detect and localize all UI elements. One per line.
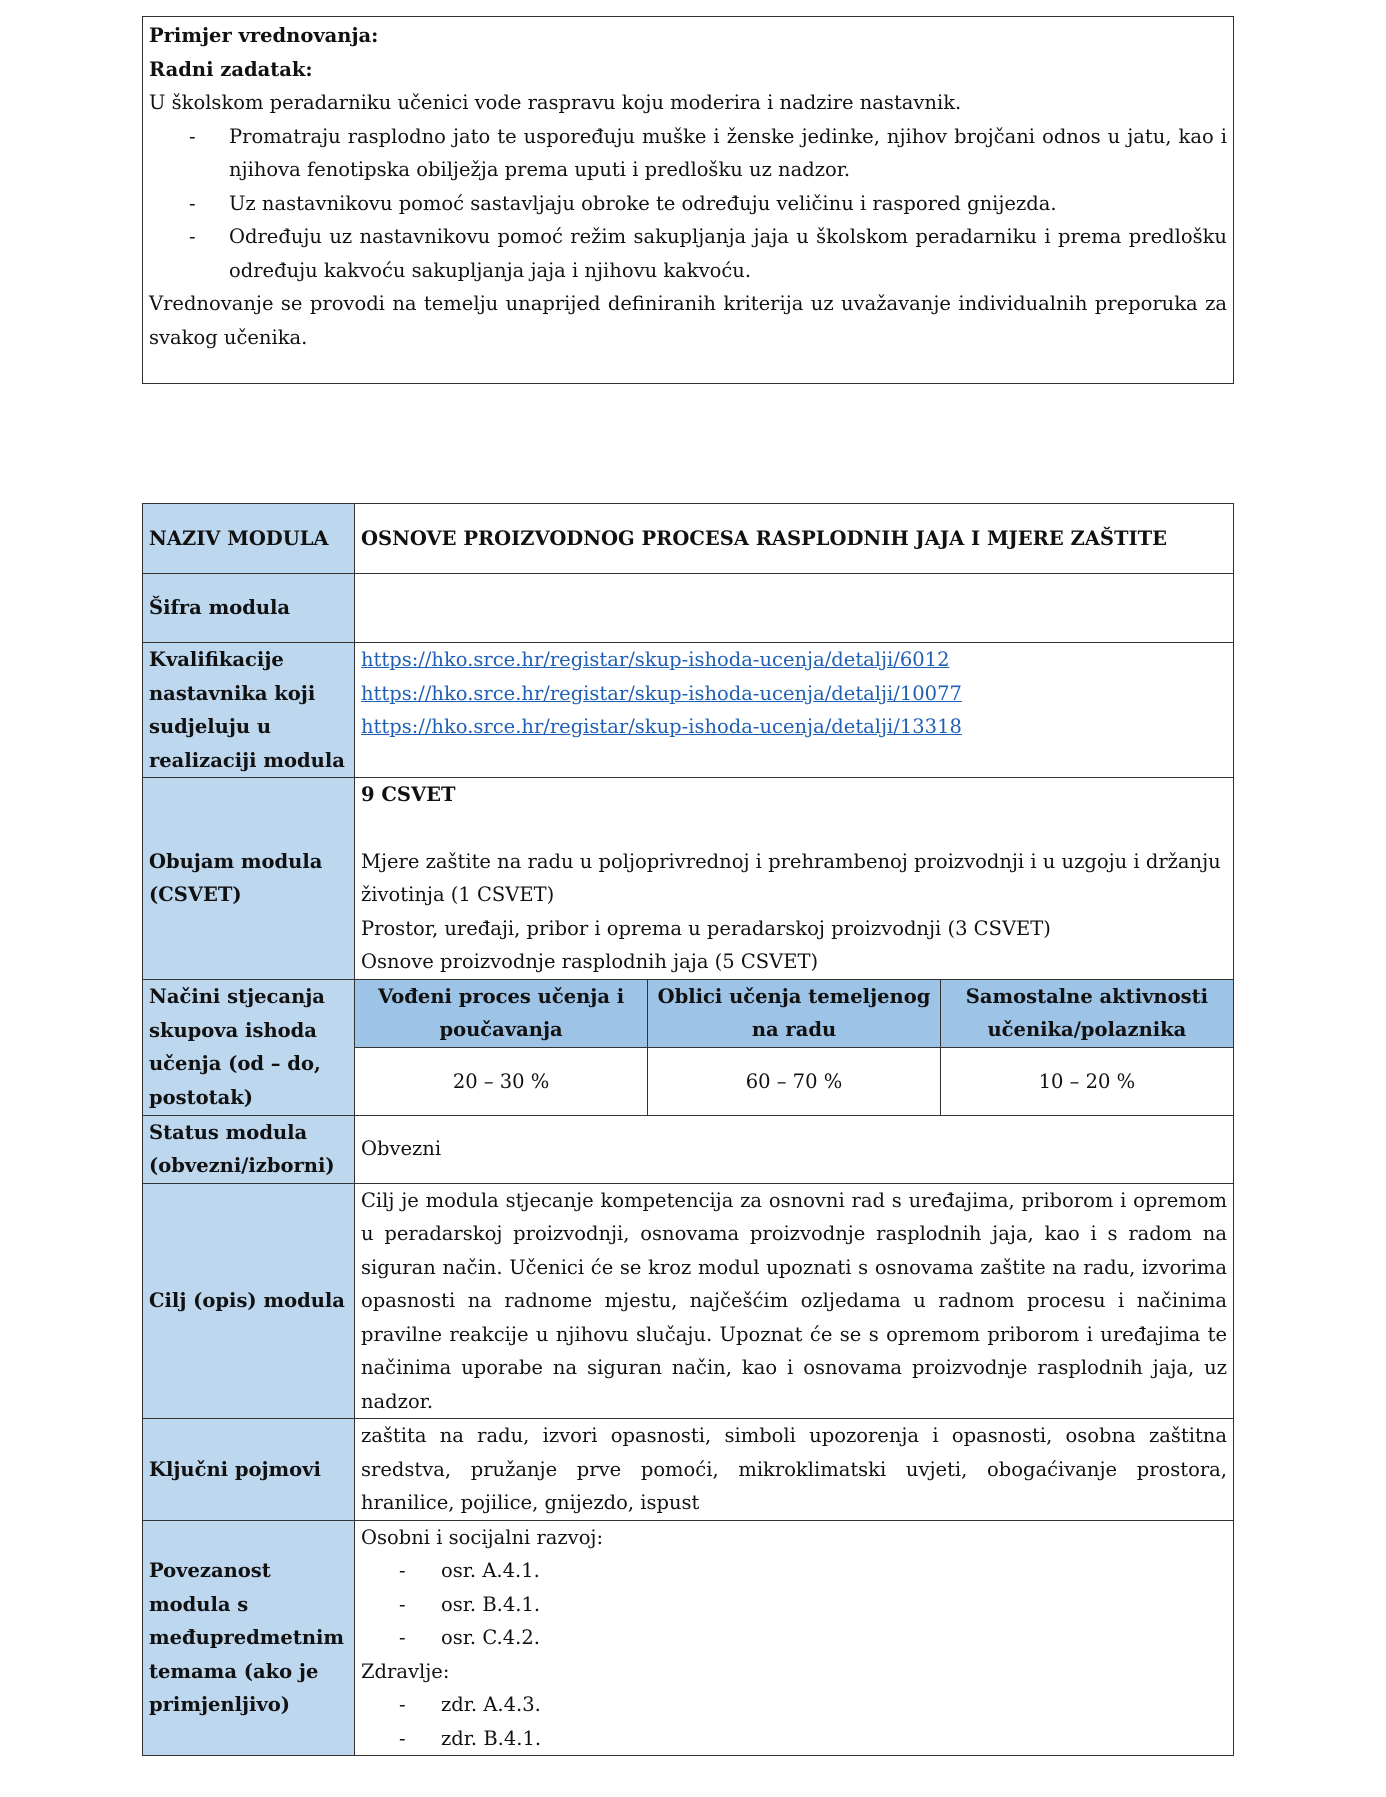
evaluation-heading: Primjer vrednovanja: <box>149 24 379 47</box>
status-label: Status modula (obvezni/izborni) <box>143 1115 355 1183</box>
table-row <box>143 643 1234 778</box>
list-item: - osr. C.4.2. <box>361 1621 1227 1655</box>
module-code-value <box>355 574 1234 643</box>
qualification-link[interactable]: https://hko.srce.hr/registar/skup-ishoda-ucenja/detalji/6012 <box>361 648 950 671</box>
methods-header: Vođeni proces učenja i poučavanja <box>355 980 648 1048</box>
scope-total: 9 CSVET <box>361 783 456 806</box>
list-item: - zdr. A.4.3. <box>361 1688 1227 1722</box>
cross-group-title: Zdravlje: <box>361 1659 450 1683</box>
scope-item: Osnove proizvodnje rasplodnih jaja (5 CSVET) <box>361 950 819 973</box>
methods-table <box>355 980 1233 1115</box>
table-row <box>355 1048 1233 1115</box>
methods-cell: 60 – 70 % <box>648 1048 941 1115</box>
table-row <box>143 1520 1234 1756</box>
methods-header: Samostalne aktivnosti učenika/polaznika <box>940 980 1233 1048</box>
cross-item: osr. A.4.1. <box>441 1559 540 1582</box>
task-heading: Radni zadatak: <box>149 57 313 81</box>
qualification-link[interactable]: https://hko.srce.hr/registar/skup-ishoda-ucenja/detalji/13318 <box>361 715 962 738</box>
module-name-value: OSNOVE PROIZVODNOG PROCESA RASPLODNIH JAJA I MJERE ZAŠTITE <box>355 504 1234 574</box>
module-table <box>142 503 1234 1756</box>
qualifications-value <box>355 643 1234 778</box>
bullet-text: Određuju uz nastavnikovu pomoć režim sakupljanja jaja u školskom peradarniku i prema predlošku određuju kakvoću sakupljanja jaja i njihovu kakvoću. <box>229 225 1227 282</box>
table-row <box>143 574 1234 643</box>
status-value: Obvezni <box>355 1115 1234 1183</box>
list-item: - Uz nastavnikovu pomoć sastavljaju obroke te određuju veličinu i raspored gnijezda. <box>149 187 1227 221</box>
table-row <box>143 504 1234 574</box>
cross-item: osr. B.4.1. <box>441 1592 541 1616</box>
goal-label: Cilj (opis) modula <box>143 1183 355 1419</box>
methods-header: Oblici učenja temeljenog na radu <box>648 980 941 1048</box>
bullet-text: Uz nastavnikovu pomoć sastavljaju obroke te određuju veličinu i raspored gnijezda. <box>229 191 1057 215</box>
methods-cell: 10 – 20 % <box>940 1048 1233 1115</box>
scope-label: Obujam modula (CSVET) <box>143 778 355 980</box>
bullet-text: Promatraju rasplodno jato te uspoređuju muške i ženske jedinke, njihov brojčani odnos u jatu, kao i njihova fenotipska obilježja prema uputi i predlošku uz nadzor. <box>229 124 1227 181</box>
evaluation-closing: Vrednovanje se provodi na temelju unaprijed definiranih kriterija uz uvažavanje individualnih preporuka za svakog učenika. <box>149 292 1227 349</box>
list-item: - zdr. B.4.1. <box>361 1722 1227 1756</box>
scope-item: Prostor, uređaji, pribor i oprema u peradarskoj proizvodnji (3 CSVET) <box>361 916 1051 940</box>
key-terms-value: zaštita na radu, izvori opasnosti, simboli upozorenja i opasnosti, osobna zaštitna sredstva, pružanje prve pomoći, mikroklimatski uvjeti, obogaćivanje prostora, hranilice, pojilice, gnijezdo, ispust <box>355 1419 1234 1521</box>
scope-item: Mjere zaštite na radu u poljoprivrednoj i prehrambenoj proizvodnji i u uzgoju i držanju životinja (1 CSVET) <box>361 849 1221 906</box>
table-row <box>143 979 1234 1115</box>
evaluation-intro: U školskom peradarniku učenici vode raspravu koju moderira i nadzire nastavnik. <box>149 91 962 114</box>
table-row <box>143 1183 1234 1419</box>
methods-value <box>355 979 1234 1115</box>
table-row <box>355 980 1233 1048</box>
key-terms-label: Ključni pojmovi <box>143 1419 355 1521</box>
module-code-label: Šifra modula <box>143 574 355 643</box>
table-row <box>143 778 1234 980</box>
cross-topics-label: Povezanost modula s međupredmetnim temama (ako je primjenljivo) <box>143 1520 355 1756</box>
scope-value <box>355 778 1234 980</box>
cross-topics-value <box>355 1520 1234 1756</box>
qualifications-label: Kvalifikacije nastavnika koji sudjeluju u realizaciji modula <box>143 643 355 778</box>
methods-cell: 20 – 30 % <box>355 1048 648 1115</box>
qualification-link[interactable]: https://hko.srce.hr/registar/skup-ishoda-ucenja/detalji/10077 <box>361 681 962 705</box>
list-item: - osr. B.4.1. <box>361 1588 1227 1622</box>
evaluation-example-box <box>142 16 1234 384</box>
cross-item: zdr. A.4.3. <box>441 1693 541 1716</box>
table-row <box>143 1419 1234 1521</box>
cross-group-title: Osobni i socijalni razvoj: <box>361 1525 604 1549</box>
list-item: - Promatraju rasplodno jato te uspoređuju muške i ženske jedinke, njihov brojčani odnos u jatu, kao i njihova fenotipska obilježja prema uputi i predlošku uz nadzor. <box>149 120 1227 187</box>
table-row <box>143 1115 1234 1183</box>
module-name-label: NAZIV MODULA <box>143 504 355 574</box>
methods-label: Načini stjecanja skupova ishoda učenja (od – do, postotak) <box>143 979 355 1115</box>
list-item: - Određuju uz nastavnikovu pomoć režim sakupljanja jaja u školskom peradarniku i prema predlošku određuju kakvoću sakupljanja jaja i njihovu kakvoću. <box>149 220 1227 287</box>
goal-value: Cilj je modula stjecanje kompetencija za osnovni rad s uređajima, priborom i opremom u peradarskoj proizvodnji, osnovama proizvodnje rasplodnih jaja, kao i s radom na siguran način. Učenici će se kroz modul upoznati s osnovama zaštite na radu, izvorima opasnosti na radnome mjestu, najčešćim ozljedama u radnom procesu i načinima pravilne reakcije u njihovu slučaju. Upoznat će se s opremom priborom i uređajima te načinima uporabe na siguran način, kao i osnovama proizvodnje rasplodnih jaja, uz nadzor. <box>355 1183 1234 1419</box>
cross-item: zdr. B.4.1. <box>441 1726 542 1750</box>
cross-item: osr. C.4.2. <box>441 1626 540 1649</box>
list-item: - osr. A.4.1. <box>361 1554 1227 1588</box>
